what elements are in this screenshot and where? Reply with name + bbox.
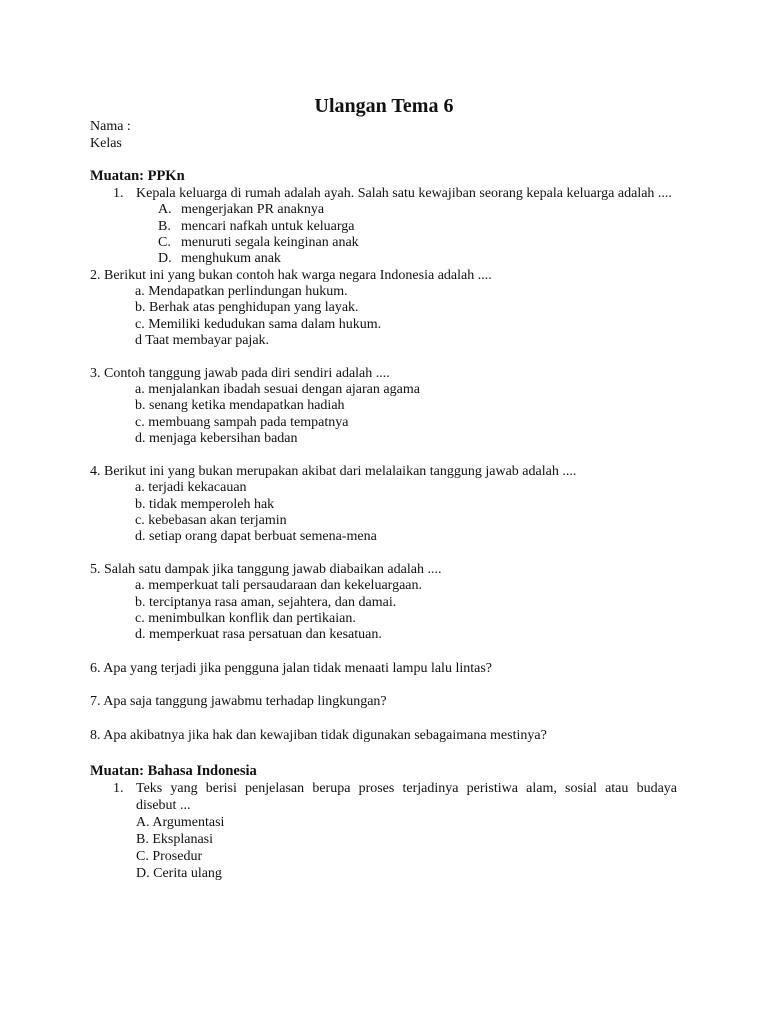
- option-text: b. Berhak atas penghidupan yang layak.: [135, 300, 359, 315]
- section-heading-ppkn: Muatan: PPKn: [90, 168, 185, 184]
- option-text: b. senang ketika mendapatkan hadiah: [135, 398, 345, 413]
- option-text: a. menjalankan ibadah sesuai dengan ajaran agama: [135, 382, 420, 397]
- option-letter: C.: [158, 235, 171, 250]
- section-heading-bahasa-indonesia: Muatan: Bahasa Indonesia: [90, 763, 257, 779]
- option-text: A. Argumentasi: [136, 815, 225, 830]
- option-text: a. memperkuat tali persaudaraan dan kekeluargaan.: [135, 578, 422, 593]
- option-text: d. menjaga kebersihan badan: [135, 431, 298, 446]
- question-text: 3. Contoh tanggung jawab pada diri sendiri adalah ....: [90, 366, 390, 381]
- option-text: c. menimbulkan konflik dan pertikaian.: [135, 611, 356, 626]
- option-text: D. Cerita ulang: [136, 866, 222, 881]
- question-text: Teks yang berisi penjelasan berupa proses terjadinya peristiwa alam, sosial atau budaya: [136, 781, 677, 796]
- option-letter: D.: [158, 251, 172, 266]
- question-text: 7. Apa saja tanggung jawabmu terhadap lingkungan?: [90, 694, 387, 709]
- option-text: c. membuang sampah pada tempatnya: [135, 415, 349, 430]
- option-text: d. memperkuat rasa persatuan dan kesatuan.: [135, 627, 382, 642]
- nama-label: Nama :: [90, 119, 131, 134]
- option-text: b. terciptanya rasa aman, sejahtera, dan damai.: [135, 595, 397, 610]
- option-text: d Taat membayar pajak.: [135, 333, 270, 348]
- option-text: a. terjadi kekacauan: [135, 480, 247, 495]
- option-text: C. Prosedur: [136, 849, 203, 864]
- question-number: 1.: [113, 186, 124, 201]
- option-text: menuruti segala keinginan anak: [181, 235, 359, 250]
- option-text: c. kebebasan akan terjamin: [135, 513, 287, 528]
- option-text: menghukum anak: [181, 251, 281, 266]
- option-text: a. Mendapatkan perlindungan hukum.: [135, 284, 348, 299]
- option-text: b. tidak memperoleh hak: [135, 497, 275, 512]
- question-text: 6. Apa yang terjadi jika pengguna jalan tidak menaati lampu lalu lintas?: [90, 661, 492, 676]
- option-text: mengerjakan PR anaknya: [181, 202, 325, 217]
- option-text: c. Memiliki kedudukan sama dalam hukum.: [135, 317, 382, 332]
- question-text: 2. Berikut ini yang bukan contoh hak warga negara Indonesia adalah ....: [90, 268, 492, 283]
- option-text: d. setiap orang dapat berbuat semena-mena: [135, 529, 377, 544]
- question-text: 4. Berikut ini yang bukan merupakan akibat dari melalaikan tanggung jawab adalah ....: [90, 464, 577, 479]
- question-text: 8. Apa akibatnya jika hak dan kewajiban tidak digunakan sebagaimana mestinya?: [90, 728, 547, 743]
- option-letter: B.: [158, 219, 171, 234]
- option-letter: A.: [158, 202, 172, 217]
- kelas-label: Kelas: [90, 136, 122, 151]
- question-number: 1.: [113, 781, 124, 796]
- option-text: mencari nafkah untuk keluarga: [181, 219, 355, 234]
- option-text: B. Eksplanasi: [136, 832, 213, 847]
- question-text: Kepala keluarga di rumah adalah ayah. Salah satu kewajiban seorang kepala keluarga adalah ....: [136, 186, 672, 201]
- question-text: 5. Salah satu dampak jika tanggung jawab diabaikan adalah ....: [90, 562, 442, 577]
- question-text-continued: disebut ...: [136, 798, 191, 813]
- page-title: Ulangan Tema 6: [314, 95, 454, 117]
